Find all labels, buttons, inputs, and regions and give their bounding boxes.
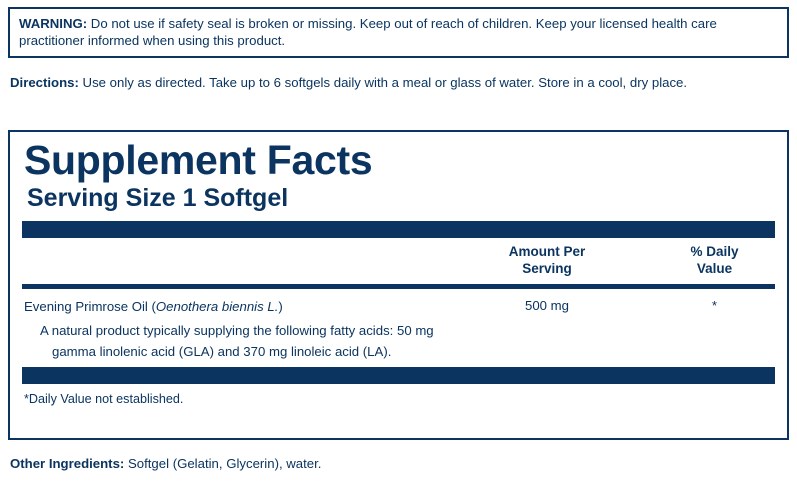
amount-header-line1: Amount Per (508, 244, 586, 259)
nutrient-amount: 500 mg (525, 298, 569, 313)
amount-header-line2: Serving (522, 261, 572, 276)
supplement-facts-panel (8, 130, 789, 440)
other-ingredients-block (10, 455, 789, 473)
dv-header-line2: Value (696, 261, 733, 276)
supplement-facts-title: Supplement Facts (24, 137, 373, 183)
nutrient-description-line2: gamma linolenic acid (GLA) and 370 mg linoleic acid (LA). (52, 344, 392, 359)
warning-label: WARNING: (19, 16, 88, 31)
directions-body: Use only as directed. Take up to 6 softgels daily with a meal or glass of water. Store in a cool, dry place. (78, 75, 688, 90)
column-header-amount-per-serving (472, 243, 622, 277)
other-ingredients-body: Softgel (Gelatin, Glycerin), water. (124, 456, 322, 471)
directions-label: Directions: (10, 75, 79, 90)
nutrient-description-line1: A natural product typically supplying the following fatty acids: 50 mg (40, 323, 434, 338)
warning-body: Do not use if safety seal is broken or missing. Keep out of reach of children. Keep your licensed health care practitioner informed when using this product. (19, 16, 717, 48)
warning-text (19, 15, 778, 49)
header-bar-divider (22, 221, 775, 238)
nutrient-name-tail: ) (278, 299, 283, 314)
nutrient-daily-value: * (711, 298, 718, 313)
warning-box (8, 7, 789, 58)
dv-header-line1: % Daily (690, 244, 739, 259)
table-row (22, 289, 775, 367)
column-headers (22, 238, 775, 284)
nutrient-description (40, 320, 560, 362)
nutrient-name (24, 298, 464, 316)
daily-value-footnote: *Daily Value not established. (24, 392, 184, 406)
other-ingredients-label: Other Ingredients: (10, 456, 125, 471)
footer-bar-divider (22, 367, 775, 384)
nutrient-name-plain: Evening Primrose Oil ( (24, 299, 156, 314)
nutrient-name-latin: Oenothera biennis L. (155, 299, 279, 314)
directions-block (10, 74, 789, 92)
column-header-daily-value (652, 243, 777, 277)
serving-size: Serving Size 1 Softgel (27, 184, 289, 212)
